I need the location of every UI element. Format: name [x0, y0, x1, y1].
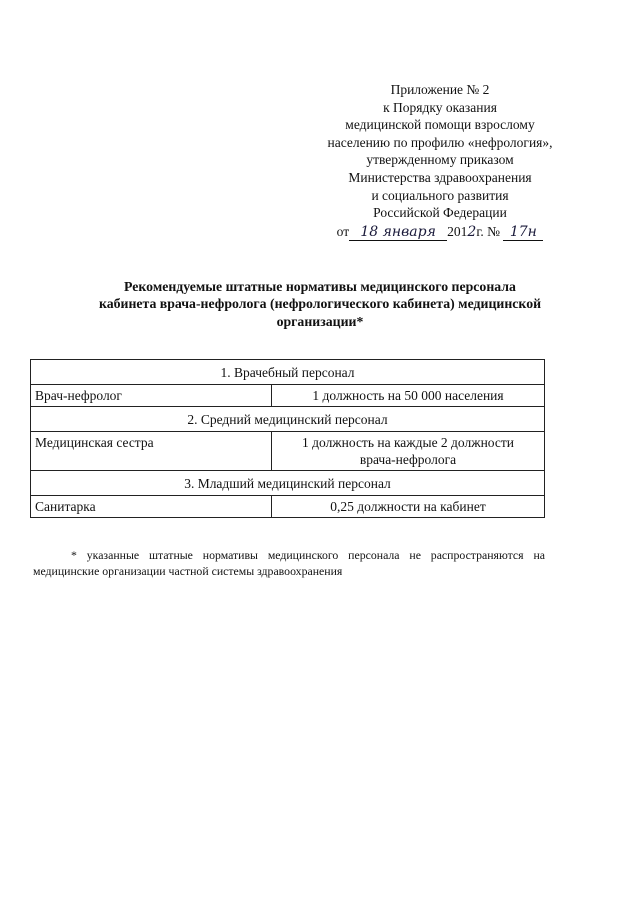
appendix-number: Приложение № 2 — [390, 82, 490, 97]
section-row — [31, 407, 545, 432]
handwritten-order-number: 17н — [503, 225, 543, 241]
appendix-line: утвержденному приказом — [366, 152, 514, 168]
norm-line: 1 должность на каждые 2 должности — [302, 435, 514, 450]
section-heading: 2. Средний медицинский персонал — [31, 407, 545, 432]
appendix-line: медицинской помощи взрослому — [345, 117, 535, 133]
section-row — [31, 471, 545, 496]
section-heading: 3. Младший медицинский персонал — [31, 471, 545, 496]
norm-cell — [272, 432, 545, 471]
position-cell: Санитарка — [31, 496, 272, 518]
norm-line: 0,25 должности на кабинет — [330, 499, 486, 514]
table-row — [31, 496, 545, 518]
appendix-line: и социального развития — [371, 187, 509, 203]
date-prefix: от — [336, 223, 350, 239]
title-line: организации* — [276, 313, 364, 329]
norm-cell — [272, 385, 545, 407]
position-cell: Медицинская сестра — [31, 432, 272, 471]
norm-cell — [272, 496, 545, 518]
appendix-header — [300, 81, 580, 241]
handwritten-year-digit: 2 — [467, 223, 477, 240]
title-line: кабинета врача-нефролога (нефрологического кабинета) медицинской — [98, 296, 542, 312]
table-row — [31, 385, 545, 407]
appendix-line: Российской Федерации — [373, 205, 507, 221]
order-date-number — [300, 223, 580, 242]
title-line: Рекомендуемые штатные нормативы медицинского персонала — [124, 279, 516, 294]
norm-line: врача-нефролога — [359, 452, 457, 467]
staffing-table — [30, 359, 545, 518]
position-cell: Врач-нефролог — [31, 385, 272, 407]
handwritten-date: 18 января — [349, 225, 447, 241]
table-row — [31, 432, 545, 471]
section-heading: 1. Врачебный персонал — [31, 360, 545, 385]
appendix-line: Министерства здравоохранения — [348, 169, 532, 185]
footnote-line: медицинские организации частной системы здравоохранения — [33, 564, 343, 578]
appendix-line: к Порядку оказания — [383, 99, 497, 115]
number-prefix: г. № — [476, 223, 500, 239]
section-row — [31, 360, 545, 385]
year-prefix: 201 — [447, 223, 468, 239]
footnote-line: * указанные штатные нормативы медицинского персонала не распространяются на — [71, 548, 545, 562]
footnote — [33, 547, 545, 579]
appendix-line: населению по профилю «нефрология», — [327, 134, 553, 150]
document-title — [60, 278, 580, 330]
norm-line: 1 должность на 50 000 населения — [312, 388, 504, 403]
